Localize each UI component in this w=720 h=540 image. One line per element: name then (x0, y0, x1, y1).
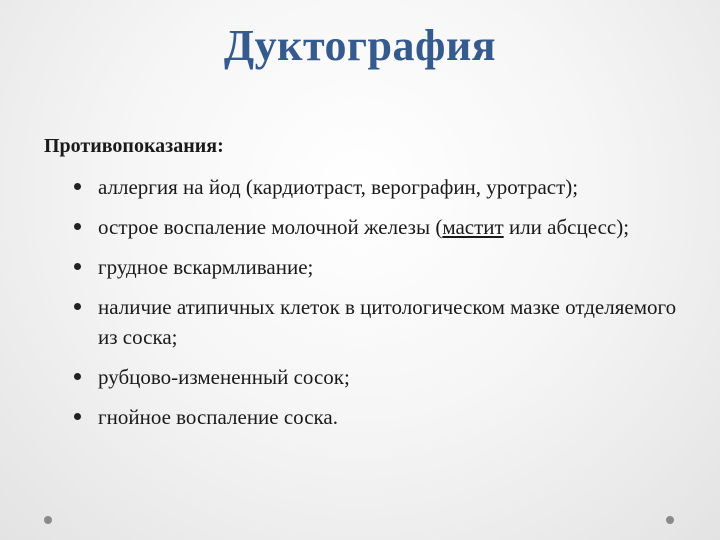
bullet-icon (74, 303, 81, 310)
slide-title: Дуктография (223, 21, 497, 70)
bullet-icon (74, 223, 81, 230)
decorative-dot-icon (666, 516, 674, 524)
bullet-icon (74, 373, 81, 380)
list-item-text-pre: острое воспаление молочной железы ( (98, 215, 443, 239)
bullet-icon (74, 263, 81, 270)
list-item-text: грудное вскармливание; (98, 255, 314, 279)
bullet-icon (74, 183, 81, 190)
list-item-text: рубцово-измененный сосок; (98, 365, 350, 389)
bullet-icon (74, 413, 81, 420)
list-item-text: аллергия на йод (кардиотраст, верографин, уротраст); (98, 175, 579, 199)
list-item (70, 402, 680, 432)
contraindications-heading: Противопоказания: (44, 135, 224, 157)
list-item-text: гнойное воспаление соска. (98, 405, 338, 429)
contraindications-list (70, 172, 680, 442)
list-item (70, 252, 680, 282)
list-item (70, 172, 680, 202)
list-item (70, 362, 680, 392)
mastitis-link[interactable]: мастит (442, 215, 504, 239)
list-item (70, 292, 680, 352)
list-item (70, 212, 680, 242)
list-item-text-post: или абсцесс); (503, 215, 630, 239)
list-item-text: наличие атипичных клеток в цитологическом мазке отделяемого из соска; (98, 295, 677, 349)
decorative-dot-icon (44, 516, 52, 524)
